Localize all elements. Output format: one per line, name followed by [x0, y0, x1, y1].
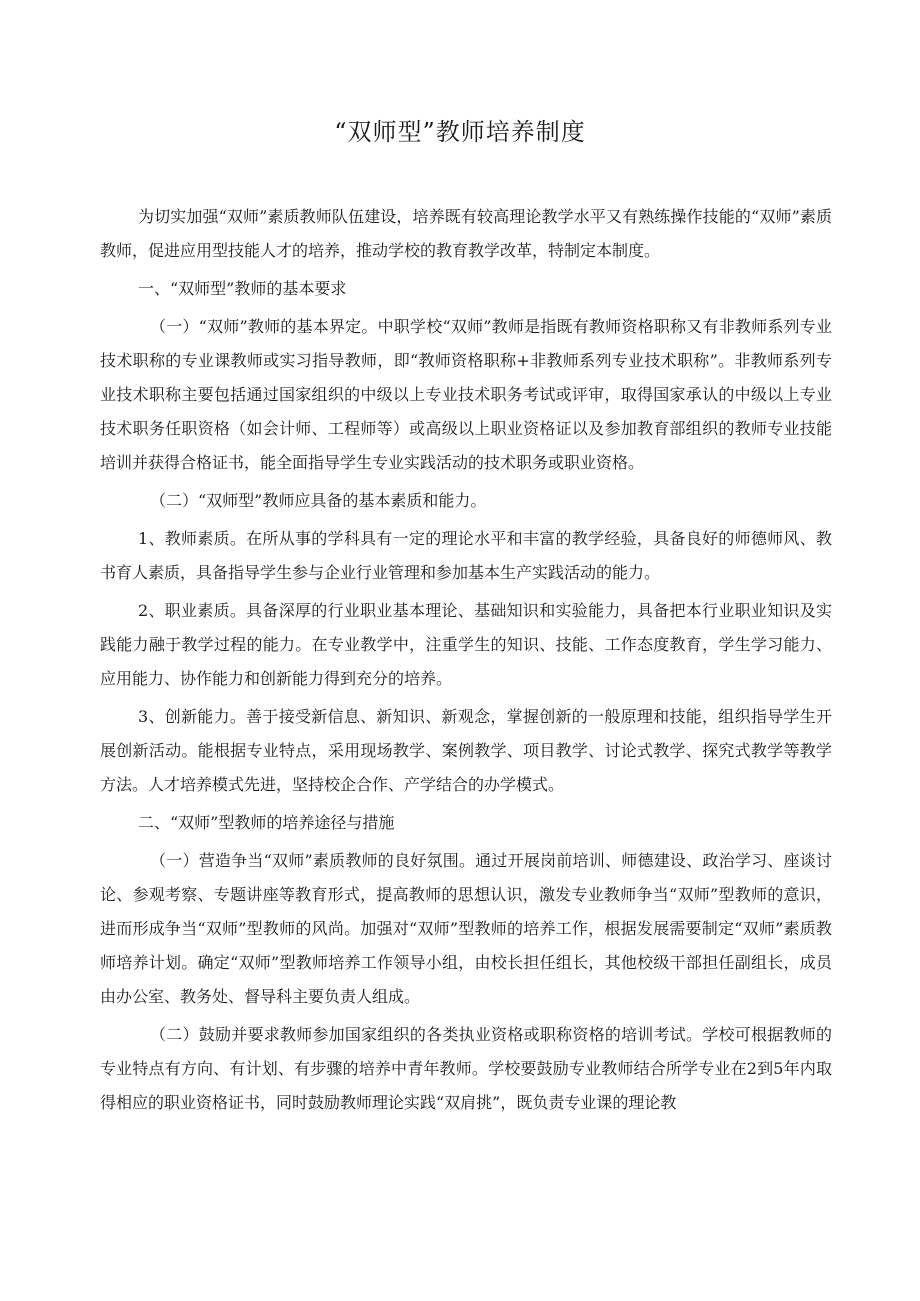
- document-body: [100, 200, 832, 1120]
- intro-paragraph: 为切实加强“双师”素质教师队伍建设，培养既有较高理论教学水平又有熟练操作技能的“双师”素质教师，促进应用型技能人才的培养，推动学校的教育教学改革，特制定本制度。: [100, 207, 832, 260]
- paragraph-atmosphere: （一）营造争当“双师”素质教师的良好氛围。通过开展岗前培训、师德建设、政治学习、座谈讨论、参观考察、专题讲座等教育形式，提高教师的思想认识，激发专业教师争当“双师”型教师的意识，进而形成争当“双师”型教师的风尚。加强对“双师”型教师的培养工作，根据发展需要制定“双师”素质教师培养计划。确定“双师”型教师培养工作领导小组，由校长担任组长，其他校级干部担任副组长，成员由办公室、教务处、督导科主要负责人组成。: [100, 851, 832, 1006]
- paragraph-innovation-ability: 3、创新能力。善于接受新信息、新知识、新观念，掌握创新的一般原理和技能，组织指导学生开展创新活动。能根据专业特点，采用现场教学、案例教学、项目教学、讨论式教学、探究式教学等教学方法。人才培养模式先进，坚持校企合作、产学结合的办学模式。: [100, 707, 832, 794]
- subsection-heading-2: （二）“双师型”教师应具备的基本素质和能力。: [150, 491, 487, 510]
- paragraph-certification: （二）鼓励并要求教师参加国家组织的各类执业资格或职称资格的培训考试。学校可根据教师的专业特点有方向、有计划、有步骤的培养中青年教师。学校要鼓励专业教师结合所学专业在2到5年内取得相应的职业资格证书，同时鼓励教师理论实践“双肩挑”，既负责专业课的理论教: [100, 1025, 832, 1112]
- section-heading-1: 一、“双师型”教师的基本要求: [138, 279, 347, 298]
- document-title: “双师型”教师培养制度: [334, 118, 586, 146]
- section-heading-2: 二、“双师”型教师的培养途径与措施: [138, 813, 395, 832]
- paragraph-professional-quality: 2、职业素质。具备深厚的行业职业基本理论、基础知识和实验能力，具备把本行业职业知识及实践能力融于教学过程的能力。在专业教学中，注重学生的知识、技能、工作态度教育，学生学习能力、应用能力、协作能力和创新能力得到充分的培养。: [100, 601, 832, 688]
- paragraph-teacher-quality: 1、教师素质。在所从事的学科具有一定的理论水平和丰富的教学经验，具备良好的师德师风、教书育人素质，具备指导学生参与企业行业管理和参加基本生产实践活动的能力。: [100, 529, 832, 582]
- paragraph-definition: （一）“双师”教师的基本界定。中职学校“双师”教师是指既有教师资格职称又有非教师系列专业技术职称的专业课教师或实习指导教师，即“教师资格职称+非教师系列专业技术职称”。非教师系列专业技术职称主要包括通过国家组织的中级以上专业技术职务考试或评审，取得国家承认的中级以上专业技术职务任职资格（如会计师、工程师等）或高级以上职业资格证以及参加教育部组织的教师专业技能培训并获得合格证书，能全面指导学生专业实践活动的技术职务或职业资格。: [100, 317, 832, 472]
